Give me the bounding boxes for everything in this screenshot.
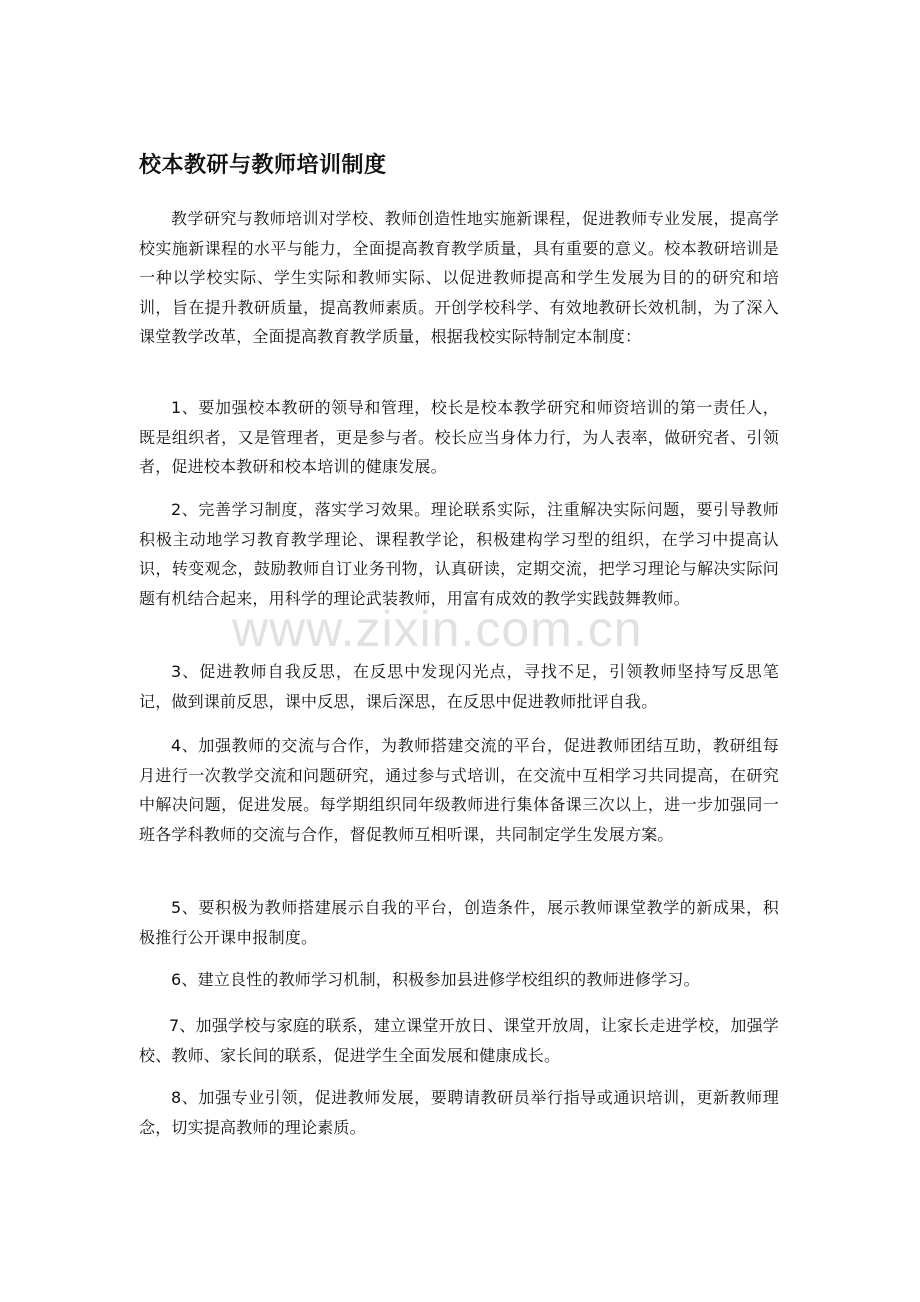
list-item: 8、加强专业引领，促进教师发展，要聘请教研员举行指导或通识培训，更新教师理念，切实提高教师的理论素质。 (139, 1088, 779, 1137)
list-item: 7、加强学校与家庭的联系，建立课堂开放日、课堂开放周，让家长走进学校，加强学校、教师、家长间的联系，促进学生全面发展和健康成长。 (139, 1016, 779, 1065)
document-title: 校本教研与教师培训制度 (139, 153, 387, 178)
list-item: 1、要加强校本教研的领导和管理，校长是校本教学研究和师资培训的第一责任人，既是组织者，又是管理者，更是参与者。校长应当身体力行，为人表率，做研究者、引领者，促进校本教研和校本培训的健康发展。 (139, 398, 779, 476)
list-item: 3、促进教师自我反思，在反思中发现闪光点，寻找不足，引领教师坚持写反思笔记，做到课前反思，课中反思，课后深思，在反思中促进教师批评自我。 (139, 662, 779, 711)
list-item: 4、加强教师的交流与合作，为教师搭建交流的平台，促进教师团结互助，教研组每月进行一次教学交流和问题研究，通过参与式培训，在交流中互相学习共同提高，在研究中解决问题，促进发展。每学期组织同年级教师进行集体备课三次以上，进一步加强同一班各学科教师的交流与合作，督促教师互相听课，共同制定学生发展方案。 (139, 736, 779, 844)
list-item: 5、要积极为教师搭建展示自我的平台，创造条件，展示教师课堂教学的新成果，积极推行公开课申报制度。 (139, 898, 779, 947)
watermark: www.zixin.com.cn (232, 601, 643, 657)
list-item: 2、完善学习制度，落实学习效果。理论联系实际，注重解决实际问题，要引导教师积极主动地学习教育教学理论、课程教学论，积极建构学习型的组织，在学习中提高认识，转变观念，鼓励教师自订业务刊物，认真研读，定期交流，把学习理论与解决实际问题有机结合起来，用科学的理论武装教师，用富有成效的教学实践鼓舞教师。 (139, 500, 779, 608)
list-item: 6、建立良性的教师学习机制，积极参加县进修学校组织的教师进修学习。 (171, 970, 700, 989)
intro-paragraph: 教学研究与教师培训对学校、教师创造性地实施新课程，促进教师专业发展，提高学校实施新课程的水平与能力，全面提高教育教学质量，具有重要的意义。校本教研培训是一种以学校实际、学生实际和教师实际、以促进教师提高和学生发展为目的的研究和培训，旨在提升教研质量，提高教师素质。开创学校科学、有效地教研长效机制，为了深入课堂教学改革，全面提高教育教学质量，根据我校实际特制定本制度： (139, 209, 779, 346)
